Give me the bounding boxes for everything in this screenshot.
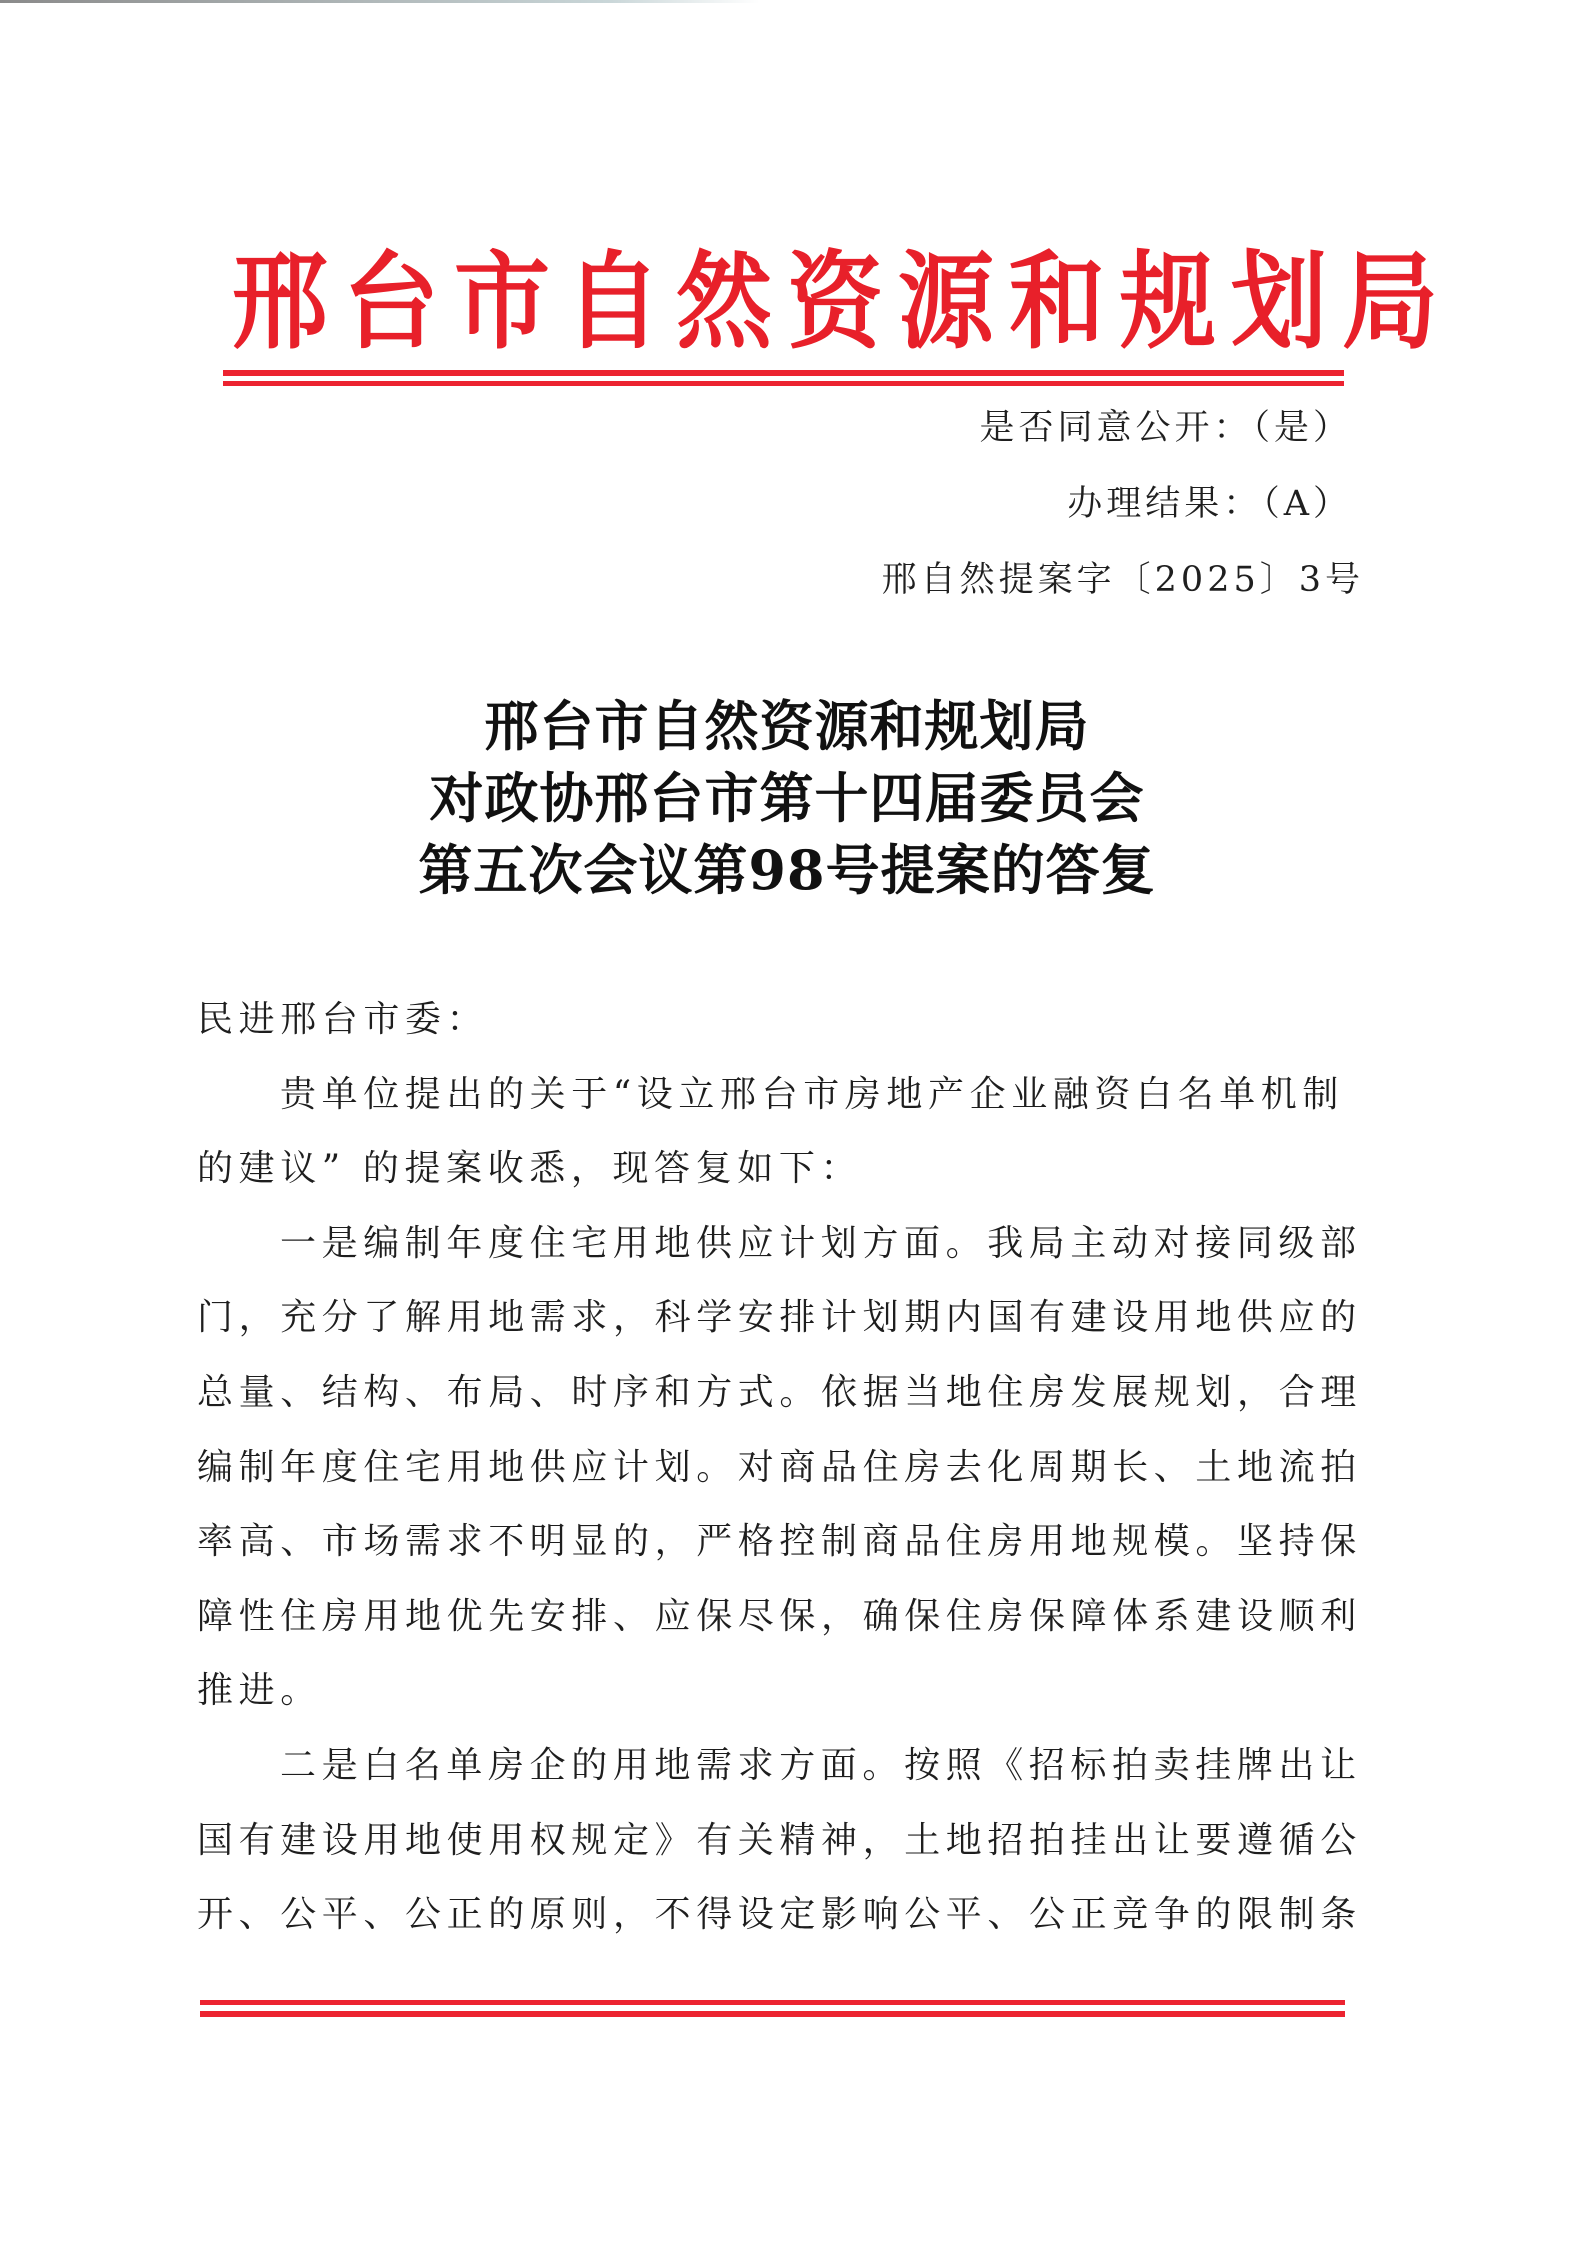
- footer-rule-top: [200, 2000, 1345, 2005]
- paragraph-line: 推进。: [197, 1670, 322, 1712]
- footer-rule-bottom: [200, 2011, 1345, 2017]
- scan-edge: [0, 0, 760, 3]
- document-title-line-1: 邢台市自然资源和规划局: [484, 694, 1090, 758]
- paragraph-line: 国有建设用地使用权规定》有关精神，土地招拍挂出让要遵循公: [197, 1819, 1362, 1861]
- document-title-line-3: 第五次会议第98号提案的答复: [418, 838, 1156, 902]
- letterhead-title: 邢台市自然资源和规划局: [232, 239, 1453, 364]
- letterhead-rule-top: [223, 370, 1344, 376]
- paragraph-line: 总量、结构、布局、时序和方式。依据当地住房发展规划，合理: [197, 1371, 1362, 1413]
- salutation-text: 民进邢台市委：: [197, 999, 489, 1040]
- paragraph-line: 编制年度住宅用地供应计划。对商品住房去化周期长、土地流拍: [197, 1446, 1362, 1488]
- paragraph-land-supply-plan: [197, 1207, 1365, 1729]
- disclosure-status: 是否同意公开：（是）: [979, 408, 1352, 448]
- document-body: [197, 983, 1365, 1953]
- paragraph-line: 开、公平、公正的原则，不得设定影响公平、公正竞争的限制条: [197, 1894, 1362, 1936]
- paragraph-intro: [197, 1058, 1365, 1207]
- paragraph-whitelist-land-demand: [197, 1729, 1365, 1953]
- paragraph-line: 门，充分了解用地需求，科学安排计划期内国有建设用地供应的: [197, 1297, 1362, 1339]
- paragraph-line: 一是编制年度住宅用地供应计划方面。我局主动对接同级部: [280, 1222, 1362, 1264]
- paragraph-line: 贵单位提出的关于“设立邢台市房地产企业融资白名单机制: [280, 1073, 1345, 1115]
- letterhead-rule-bottom: [223, 381, 1344, 386]
- paragraph-line: 二是白名单房企的用地需求方面。按照《招标拍卖挂牌出让: [280, 1744, 1362, 1786]
- paragraph-line: 的建议” 的提案收悉，现答复如下：: [197, 1148, 863, 1190]
- salutation: [197, 983, 1365, 1058]
- paragraph-line: 率高、市场需求不明显的，严格控制商品住房用地规模。坚持保: [197, 1521, 1362, 1563]
- document-number: 邢自然提案字〔2025〕3号: [881, 560, 1364, 600]
- handling-result: 办理结果：（A）: [1067, 484, 1352, 524]
- paragraph-line: 障性住房用地优先安排、应保尽保，确保住房保障体系建设顺利: [197, 1595, 1362, 1637]
- document-title-line-2: 对政协邢台市第十四届委员会: [429, 766, 1145, 830]
